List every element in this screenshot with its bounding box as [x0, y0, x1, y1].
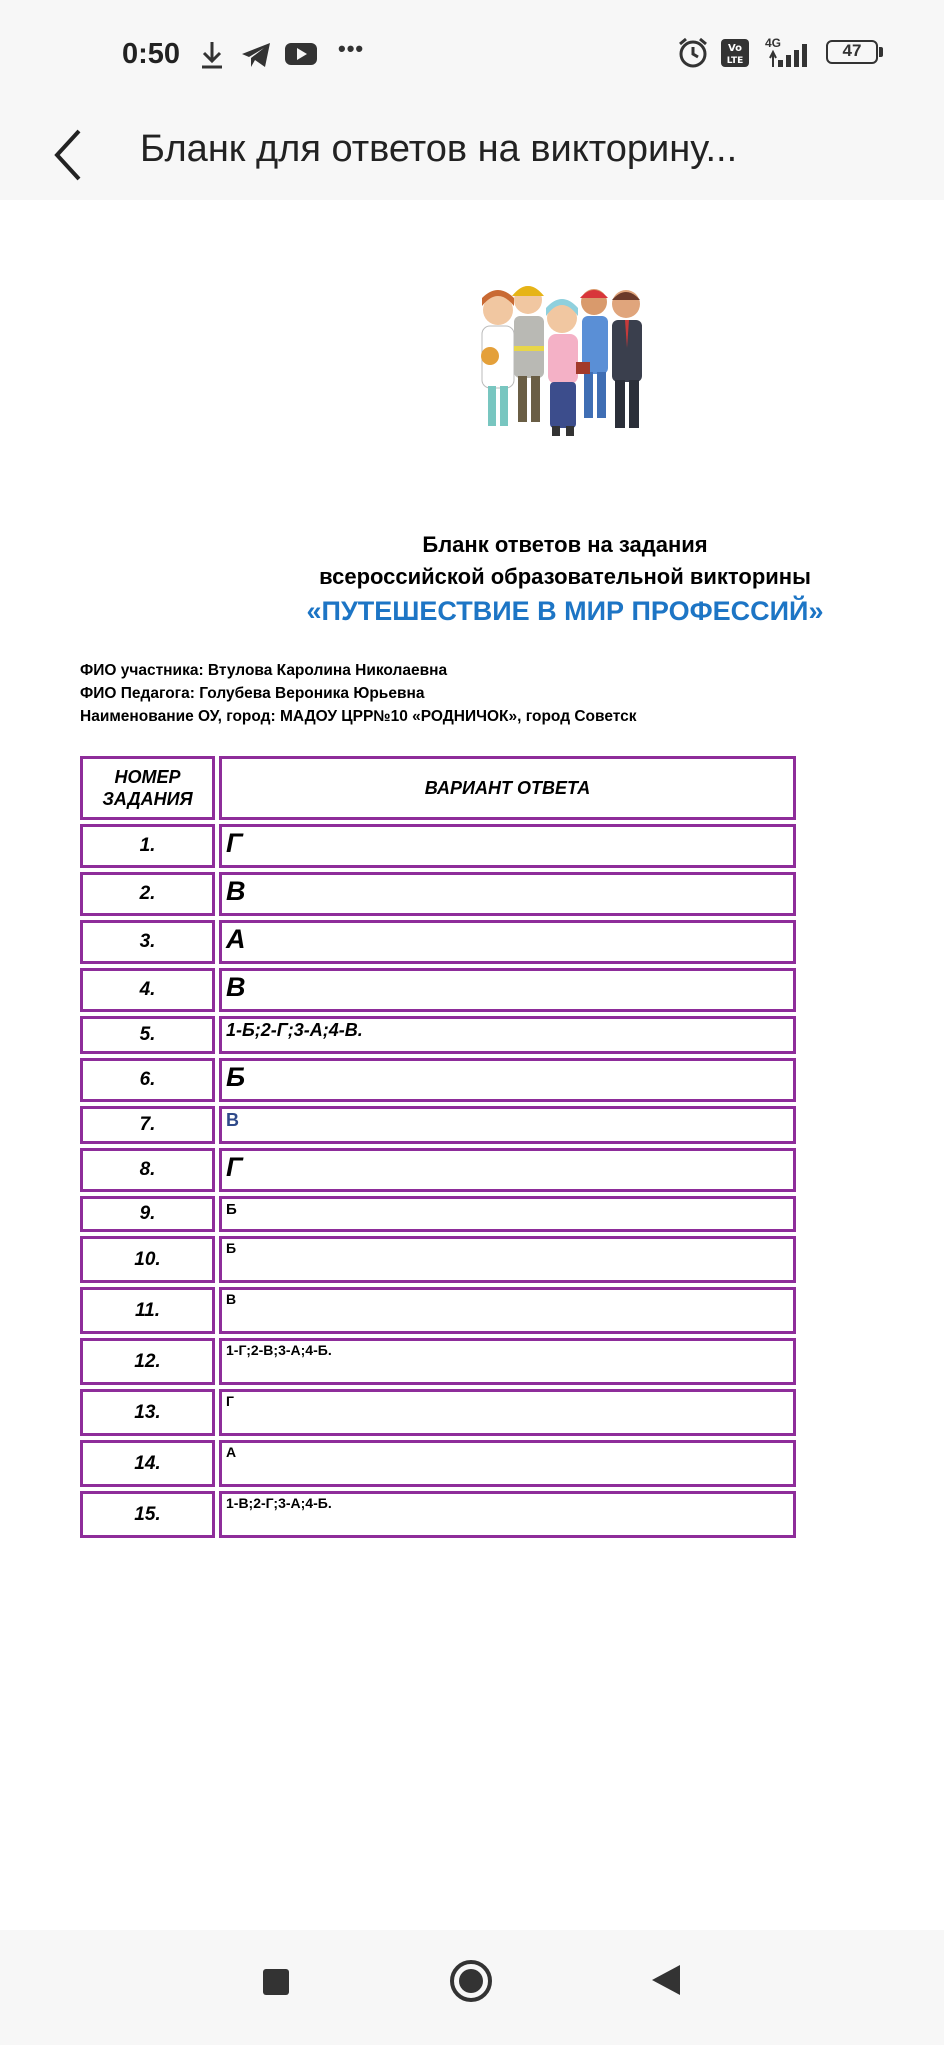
- answer-cell: В: [219, 968, 796, 1012]
- header-answer: ВАРИАНТ ОТВЕТА: [219, 756, 796, 820]
- download-icon: [198, 40, 226, 75]
- document-page: [0, 200, 944, 1930]
- table-row: [80, 1491, 796, 1538]
- teacher-name: ФИО Педагога: Голубева Вероника Юрьевна: [80, 685, 425, 702]
- back-nav-button[interactable]: [646, 1960, 686, 2000]
- status-time: 0:50: [122, 38, 181, 70]
- table-row: [80, 1440, 796, 1487]
- task-number: 8.: [80, 1148, 215, 1192]
- table-row: [80, 1338, 796, 1385]
- task-number: 2.: [80, 872, 215, 916]
- task-number: 4.: [80, 968, 215, 1012]
- table-row: [80, 920, 796, 964]
- volte-icon: [720, 38, 750, 73]
- table-row: [80, 1058, 796, 1102]
- home-button[interactable]: [448, 1958, 494, 2004]
- task-number: 3.: [80, 920, 215, 964]
- answer-cell: Б: [219, 1196, 796, 1232]
- answer-cell: А: [219, 1440, 796, 1487]
- answer-cell: Б: [219, 1058, 796, 1102]
- table-row: [80, 1389, 796, 1436]
- status-bar: [0, 0, 944, 110]
- professions-illustration: [462, 268, 662, 448]
- back-triangle-icon: [650, 1963, 682, 1997]
- svg-text:Vo: Vo: [727, 43, 743, 54]
- more-icon: •••: [338, 36, 365, 61]
- task-number: 15.: [80, 1491, 215, 1538]
- chevron-left-icon: [51, 127, 85, 183]
- table-row: [80, 1148, 796, 1192]
- form-title-line2: всероссийской образовательной викторины: [319, 564, 811, 589]
- answer-cell: 1-Г;2-В;3-А;4-Б.: [219, 1338, 796, 1385]
- form-title-line1: Бланк ответов на задания: [422, 532, 708, 557]
- header-task-number: НОМЕР ЗАДАНИЯ: [80, 756, 215, 820]
- network-type: 4G: [765, 36, 782, 50]
- system-nav-bar: [0, 1930, 944, 2045]
- signal-icon: [768, 40, 814, 73]
- answer-cell: В: [219, 872, 796, 916]
- telegram-icon: [240, 40, 272, 75]
- youtube-icon: [284, 40, 318, 73]
- svg-text:LTE: LTE: [726, 56, 744, 66]
- task-number: 14.: [80, 1440, 215, 1487]
- answer-cell: В: [219, 1106, 796, 1144]
- quiz-name: «ПУТЕШЕСТВИЕ В МИР ПРОФЕССИЙ»: [306, 596, 824, 626]
- answer-cell: 1-Б;2-Г;3-А;4-В.: [219, 1016, 796, 1054]
- answer-cell: 1-В;2-Г;3-А;4-Б.: [219, 1491, 796, 1538]
- table-row: [80, 872, 796, 916]
- back-button[interactable]: [38, 120, 98, 190]
- task-number: 12.: [80, 1338, 215, 1385]
- table-header: [80, 756, 796, 820]
- app-bar: [0, 110, 944, 200]
- task-number: 5.: [80, 1016, 215, 1054]
- institution-name: Наименование ОУ, город: МАДОУ ЦРР№10 «РОДНИЧОК», город Советск: [80, 708, 637, 725]
- table-row: [80, 824, 796, 868]
- table-row: [80, 1236, 796, 1283]
- answer-cell: А: [219, 920, 796, 964]
- table-row: [80, 1106, 796, 1144]
- alarm-icon: [676, 36, 710, 75]
- task-number: 13.: [80, 1389, 215, 1436]
- task-number: 9.: [80, 1196, 215, 1232]
- table-row: [80, 1287, 796, 1334]
- answer-cell: Б: [219, 1236, 796, 1283]
- recents-button[interactable]: [256, 1962, 296, 2002]
- battery-icon: [826, 40, 886, 68]
- task-number: 10.: [80, 1236, 215, 1283]
- answer-cell: Г: [219, 824, 796, 868]
- battery-level: 47: [842, 41, 862, 60]
- task-number: 1.: [80, 824, 215, 868]
- answer-cell: В: [219, 1287, 796, 1334]
- table-row: [80, 968, 796, 1012]
- table-row: [80, 1196, 796, 1232]
- recents-square-icon: [262, 1968, 290, 1996]
- task-number: 6.: [80, 1058, 215, 1102]
- table-row: [80, 1016, 796, 1054]
- home-circle-icon: [449, 1959, 493, 2003]
- page-title: Бланк для ответов на викторину...: [140, 128, 738, 170]
- participant-name: ФИО участника: Втулова Каролина Николаевна: [80, 662, 448, 679]
- task-number: 11.: [80, 1287, 215, 1334]
- answer-cell: Г: [219, 1389, 796, 1436]
- answer-cell: Г: [219, 1148, 796, 1192]
- task-number: 7.: [80, 1106, 215, 1144]
